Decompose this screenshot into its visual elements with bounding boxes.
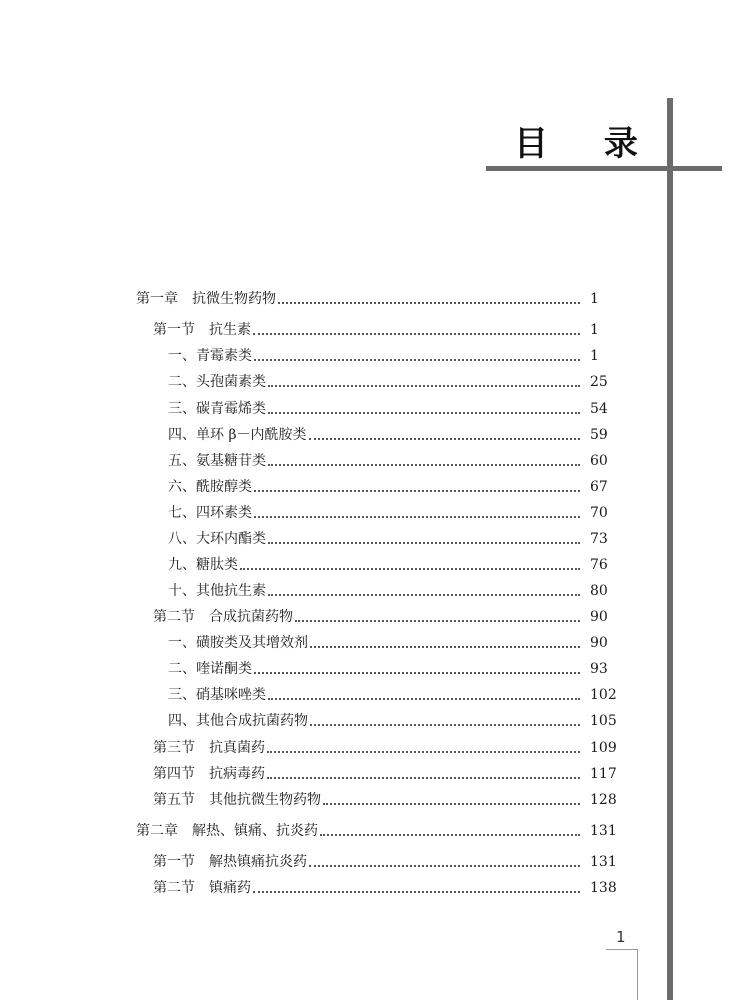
- toc-entry-page: 131: [590, 823, 617, 839]
- toc-entry-label: 第二节 镇痛药: [153, 880, 251, 896]
- toc-entry-label: 第一节 抗生素: [153, 322, 251, 338]
- toc-entry: [168, 630, 618, 652]
- toc-entry: [168, 552, 618, 574]
- toc-entry: [168, 526, 618, 548]
- dot-leader: [323, 803, 580, 805]
- dot-leader: [267, 751, 580, 753]
- toc-entry-label: 第四节 抗病毒药: [153, 766, 265, 782]
- toc-entry: [153, 787, 618, 809]
- toc-entry: [168, 474, 618, 496]
- dot-leader: [254, 672, 580, 674]
- dot-leader: [268, 698, 580, 700]
- dot-leader: [268, 542, 580, 544]
- toc-entry: [168, 396, 618, 418]
- page-number: 1: [616, 928, 626, 946]
- toc-entry: [168, 448, 618, 470]
- toc-entry-label: 八、大环内酯类: [168, 531, 266, 547]
- toc-entry-label: 六、酰胺醇类: [168, 479, 252, 495]
- dot-leader: [253, 891, 580, 893]
- toc-entry-label: 第二章 解热、镇痛、抗炎药: [136, 823, 318, 839]
- dot-leader: [240, 568, 580, 570]
- toc-entry-label: 第三节 抗真菌药: [153, 740, 265, 756]
- toc-entry-page: 59: [590, 427, 608, 443]
- toc-entry-label: 三、碳青霉烯类: [168, 401, 266, 417]
- toc-entry-page: 73: [590, 531, 608, 547]
- toc-entry-page: 1: [590, 322, 599, 338]
- toc-entry-page: 60: [590, 453, 608, 469]
- toc-entry: [168, 708, 618, 730]
- toc-entry: [153, 317, 618, 339]
- toc-entry-label: 三、硝基咪唑类: [168, 687, 266, 703]
- toc-entry: [136, 286, 618, 308]
- toc-entry-page: 90: [590, 635, 608, 651]
- dot-leader: [295, 620, 580, 622]
- toc-entry-page: 1: [590, 348, 599, 364]
- toc-entry-label: 一、磺胺类及其增效剂: [168, 635, 308, 651]
- toc-entry-page: 80: [590, 583, 608, 599]
- dot-leader: [267, 777, 580, 779]
- toc-entry-label: 十、其他抗生素: [168, 583, 266, 599]
- corner-mark-horizontal: [606, 949, 638, 950]
- toc-entry-page: 105: [590, 713, 617, 729]
- toc-entry-page: 102: [590, 687, 617, 703]
- dot-leader: [320, 834, 580, 836]
- toc-entry-page: 70: [590, 505, 608, 521]
- dot-leader: [309, 865, 580, 867]
- toc-entry-page: 131: [590, 854, 617, 870]
- toc-entry-label: 四、其他合成抗菌药物: [168, 713, 308, 729]
- toc-entry-page: 54: [590, 401, 608, 417]
- toc-entry-label: 第一节 解热镇痛抗炎药: [153, 854, 307, 870]
- dot-leader: [253, 333, 580, 335]
- dot-leader: [254, 490, 580, 492]
- toc-entry-label: 七、四环素类: [168, 505, 252, 521]
- toc-entry: [153, 761, 618, 783]
- toc-entry: [168, 343, 618, 365]
- toc-entry: [168, 369, 618, 391]
- toc-entry-label: 二、头孢菌素类: [168, 374, 266, 390]
- toc-entry-page: 109: [590, 740, 617, 756]
- dot-leader: [254, 516, 580, 518]
- toc-entry-page: 1: [590, 291, 599, 307]
- toc-entry: [168, 500, 618, 522]
- dot-leader: [254, 359, 580, 361]
- toc-entry-label: 九、糖肽类: [168, 557, 238, 573]
- dot-leader: [268, 594, 580, 596]
- dot-leader: [268, 385, 580, 387]
- dot-leader: [278, 302, 580, 304]
- toc-entry: [136, 818, 618, 840]
- toc-entry: [168, 656, 618, 678]
- toc-entry: [168, 682, 618, 704]
- toc-entry-page: 76: [590, 557, 608, 573]
- dot-leader: [268, 464, 580, 466]
- toc-entry-page: 67: [590, 479, 608, 495]
- dot-leader: [309, 438, 580, 440]
- page-title: 目 录: [514, 124, 660, 164]
- toc-entry-label: 五、氨基糖苷类: [168, 453, 266, 469]
- toc-entry: [153, 875, 618, 897]
- toc-entry-page: 138: [590, 880, 617, 896]
- toc-entry-page: 128: [590, 792, 617, 808]
- toc-entry-label: 二、喹诺酮类: [168, 661, 252, 677]
- toc-entry: [153, 604, 618, 626]
- toc-entry: [168, 578, 618, 600]
- toc-entry: [168, 422, 618, 444]
- toc-entry-label: 第五节 其他抗微生物药物: [153, 792, 321, 808]
- toc-entry-page: 117: [590, 766, 617, 782]
- toc-entry-page: 93: [590, 661, 608, 677]
- toc-entry-page: 90: [590, 609, 608, 625]
- toc-entry-label: 四、单环 β－内酰胺类: [168, 427, 307, 443]
- toc-entry-label: 第一章 抗微生物药物: [136, 291, 276, 307]
- dot-leader: [310, 724, 580, 726]
- dot-leader: [268, 412, 580, 414]
- toc-entry-label: 一、青霉素类: [168, 348, 252, 364]
- toc-entry-label: 第二节 合成抗菌药物: [153, 609, 293, 625]
- dot-leader: [310, 646, 580, 648]
- toc-entry: [153, 735, 618, 757]
- toc-entry-page: 25: [590, 374, 608, 390]
- toc-entry: [153, 849, 618, 871]
- corner-mark-vertical: [637, 949, 638, 1000]
